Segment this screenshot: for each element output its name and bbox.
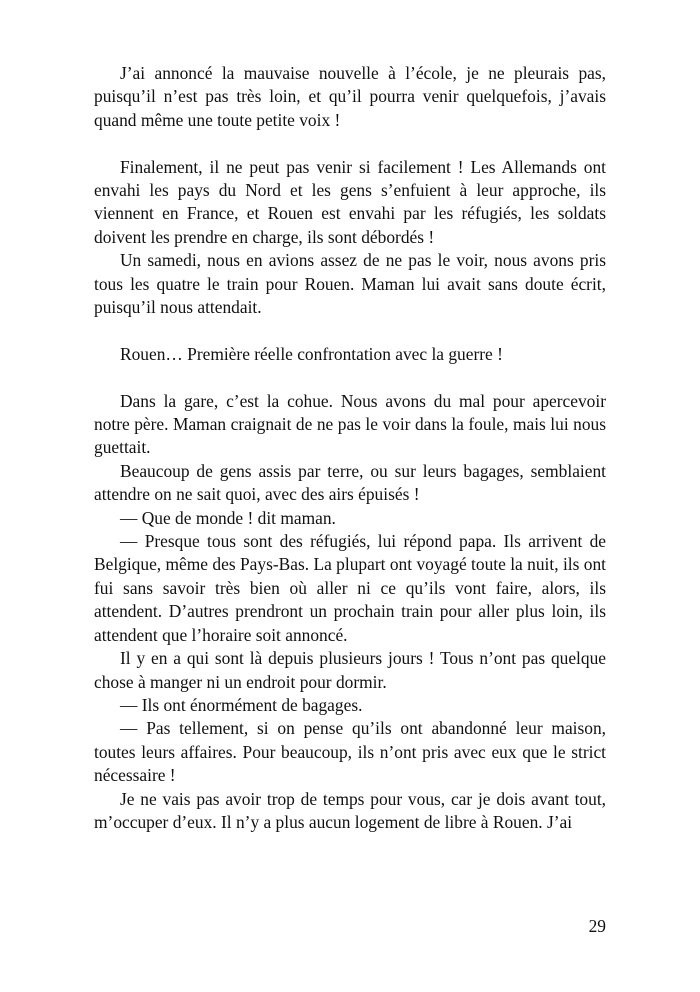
paragraph: Finalement, il ne peut pas venir si facilement ! Les Allemands ont envahi les pays du Nord et les gens s’enfuient à leur approche, ils viennent en France, et Rouen est envahi par les réfugiés, les soldats doivent les prendre en charge, ils sont débordés ! [94,156,606,247]
paragraph: J’ai annoncé la mauvaise nouvelle à l’école, je ne pleurais pas, puisqu’il n’est pas très loin, et qu’il pourra venir quelquefois, j’avais quand même une toute petite voix ! [94,63,606,130]
page-number: 29 [588,916,606,936]
dialogue-line: — Ils ont énormément de bagages. [120,694,363,715]
dialogue-line: — Pas tellement, si on pense qu’ils ont abandonné leur maison, toutes leurs affaires. Pour beaucoup, ils n’ont pris avec eux que le strict nécessaire ! [94,718,606,786]
dialogue-line: — Que de monde ! dit maman. [120,507,336,528]
paragraph: Il y en a qui sont là depuis plusieurs jours ! Tous n’ont pas quelque chose à manger ni un endroit pour dormir. [94,648,606,692]
paragraph: Rouen… Première réelle confrontation avec la guerre ! [120,343,503,364]
paragraph: Beaucoup de gens assis par terre, ou sur leurs bagages, semblaient attendre on ne sait quoi, avec des airs épuisés ! [94,460,606,505]
paragraph: Je ne vais pas avoir trop de temps pour vous, car je dois avant tout, m’occuper d’eux. Il n’y a plus aucun logement de libre à Rouen. J’ai [94,788,606,832]
paragraph: Un samedi, nous en avions assez de ne pas le voir, nous avons pris tous les quatre le train pour Rouen. Maman lui avait sans doute écrit, puisqu’il nous attendait. [94,250,606,318]
paragraph: Dans la gare, c’est la cohue. Nous avons du mal pour apercevoir notre père. Maman craignait de ne pas le voir dans la foule, mais lui nous guettait. [94,390,606,458]
dialogue-line: — Presque tous sont des réfugiés, lui répond papa. Ils arrivent de Belgique, même des Pays-Bas. La plupart ont voyagé toute la nuit, ils ont fui sans savoir très bien où aller ni ce qu’ils vont faire, alors, ils attendent. D’autres prendront un prochain train pour aller plus loin, ils attendent que l’horaire soit annoncé. [94,531,606,645]
page-body [94,62,606,834]
